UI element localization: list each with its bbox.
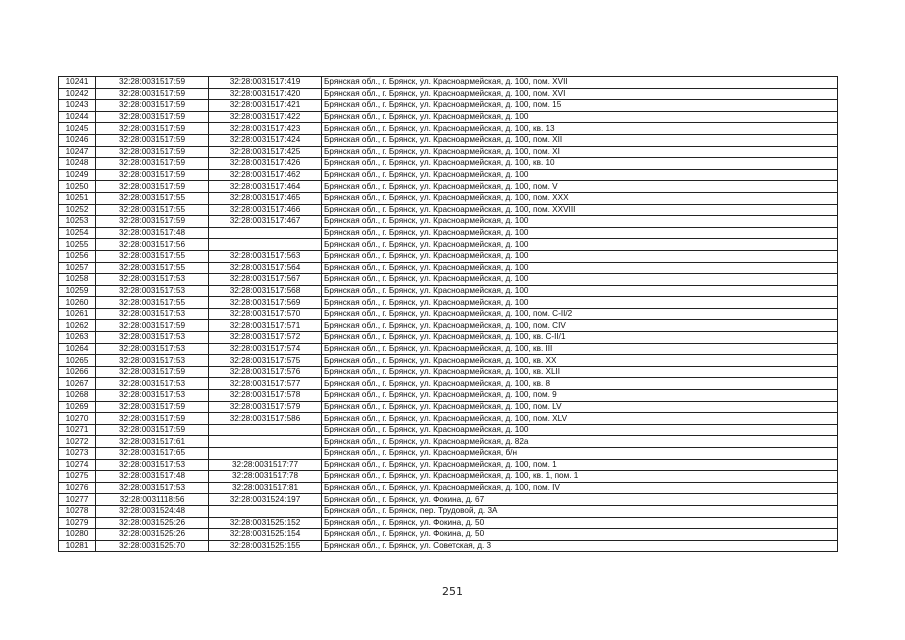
address-cell: Брянская обл., г. Брянск, пер. Трудовой, д. 3А xyxy=(322,505,838,517)
row-number-cell: 10257 xyxy=(59,262,96,274)
parcel-number-cell: 32:28:0031517:59 xyxy=(96,123,209,135)
table-row xyxy=(59,111,838,123)
row-number-cell: 10247 xyxy=(59,146,96,158)
object-number-cell xyxy=(209,239,322,251)
parcel-number-cell: 32:28:0031517:55 xyxy=(96,297,209,309)
address-cell: Брянская обл., г. Брянск, ул. Красноармейская, д. 100, кв. XX xyxy=(322,355,838,367)
table-row xyxy=(59,123,838,135)
object-number-cell: 32:28:0031517:81 xyxy=(209,482,322,494)
object-number-cell: 32:28:0031517:77 xyxy=(209,459,322,471)
row-number-cell: 10245 xyxy=(59,123,96,135)
object-number-cell: 32:28:0031517:464 xyxy=(209,181,322,193)
address-cell: Брянская обл., г. Брянск, ул. Красноармейская, д. 100, кв. 13 xyxy=(322,123,838,135)
row-number-cell: 10272 xyxy=(59,436,96,448)
table-row xyxy=(59,250,838,262)
address-cell: Брянская обл., г. Брянск, ул. Красноармейская, д. 100, кв. 10 xyxy=(322,158,838,170)
table-row xyxy=(59,158,838,170)
parcel-number-cell: 32:28:0031517:59 xyxy=(96,158,209,170)
object-number-cell: 32:28:0031517:568 xyxy=(209,285,322,297)
parcel-number-cell: 32:28:0031517:59 xyxy=(96,366,209,378)
table-row xyxy=(59,436,838,448)
parcel-number-cell: 32:28:0031525:26 xyxy=(96,517,209,529)
table-row xyxy=(59,424,838,436)
address-cell: Брянская обл., г. Брянск, ул. Красноармейская, д. 100, пом. XII xyxy=(322,134,838,146)
parcel-number-cell: 32:28:0031517:53 xyxy=(96,482,209,494)
row-number-cell: 10262 xyxy=(59,320,96,332)
object-number-cell xyxy=(209,227,322,239)
row-number-cell: 10274 xyxy=(59,459,96,471)
object-number-cell: 32:28:0031517:567 xyxy=(209,274,322,286)
parcel-number-cell: 32:28:0031517:53 xyxy=(96,459,209,471)
object-number-cell: 32:28:0031517:419 xyxy=(209,77,322,89)
address-cell: Брянская обл., г. Брянск, ул. Красноармейская, д. 100, пом. 1 xyxy=(322,459,838,471)
parcel-number-cell: 32:28:0031517:59 xyxy=(96,424,209,436)
table-row xyxy=(59,517,838,529)
table-row xyxy=(59,285,838,297)
object-number-cell: 32:28:0031525:154 xyxy=(209,529,322,541)
row-number-cell: 10255 xyxy=(59,239,96,251)
table-row xyxy=(59,459,838,471)
table-row xyxy=(59,413,838,425)
parcel-number-cell: 32:28:0031517:53 xyxy=(96,274,209,286)
address-cell: Брянская обл., г. Брянск, ул. Красноармейская, д. 100, пом. IV xyxy=(322,482,838,494)
row-number-cell: 10280 xyxy=(59,529,96,541)
object-number-cell: 32:28:0031517:421 xyxy=(209,100,322,112)
object-number-cell: 32:28:0031517:78 xyxy=(209,471,322,483)
row-number-cell: 10273 xyxy=(59,448,96,460)
address-cell: Брянская обл., г. Брянск, ул. Фокина, д. 50 xyxy=(322,517,838,529)
row-number-cell: 10279 xyxy=(59,517,96,529)
table-row xyxy=(59,169,838,181)
address-cell: Брянская обл., г. Брянск, ул. Фокина, д. 67 xyxy=(322,494,838,506)
address-cell: Брянская обл., г. Брянск, ул. Красноармейская, д. 100, пом. 15 xyxy=(322,100,838,112)
row-number-cell: 10270 xyxy=(59,413,96,425)
row-number-cell: 10243 xyxy=(59,100,96,112)
address-cell: Брянская обл., г. Брянск, ул. Красноармейская, д. 100, пом. XI xyxy=(322,146,838,158)
address-cell: Брянская обл., г. Брянск, ул. Красноармейская, б/н xyxy=(322,448,838,460)
address-cell: Брянская обл., г. Брянск, ул. Красноармейская, д. 100, кв. III xyxy=(322,343,838,355)
object-number-cell: 32:28:0031517:575 xyxy=(209,355,322,367)
object-number-cell: 32:28:0031517:423 xyxy=(209,123,322,135)
table-row xyxy=(59,378,838,390)
address-cell: Брянская обл., г. Брянск, ул. Красноармейская, д. 100, пом. V xyxy=(322,181,838,193)
address-cell: Брянская обл., г. Брянск, ул. Красноармейская, д. 100, пом. XVI xyxy=(322,88,838,100)
parcel-number-cell: 32:28:0031517:59 xyxy=(96,181,209,193)
object-number-cell: 32:28:0031517:425 xyxy=(209,146,322,158)
table-row xyxy=(59,390,838,402)
table-row xyxy=(59,505,838,517)
row-number-cell: 10260 xyxy=(59,297,96,309)
address-cell: Брянская обл., г. Брянск, ул. Красноармейская, д. 100 xyxy=(322,297,838,309)
row-number-cell: 10261 xyxy=(59,308,96,320)
table-row xyxy=(59,227,838,239)
parcel-number-cell: 32:28:0031517:59 xyxy=(96,134,209,146)
parcel-number-cell: 32:28:0031517:65 xyxy=(96,448,209,460)
row-number-cell: 10266 xyxy=(59,366,96,378)
address-cell: Брянская обл., г. Брянск, ул. Красноармейская, д. 100 xyxy=(322,239,838,251)
address-cell: Брянская обл., г. Брянск, ул. Красноармейская, д. 100 xyxy=(322,424,838,436)
parcel-number-cell: 32:28:0031517:59 xyxy=(96,216,209,228)
parcel-number-cell: 32:28:0031517:53 xyxy=(96,332,209,344)
parcel-number-cell: 32:28:0031118:56 xyxy=(96,494,209,506)
table-row xyxy=(59,134,838,146)
row-number-cell: 10278 xyxy=(59,505,96,517)
table-row xyxy=(59,274,838,286)
address-cell: Брянская обл., г. Брянск, ул. Красноармейская, д. 100, кв. 8 xyxy=(322,378,838,390)
address-cell: Брянская обл., г. Брянск, ул. Красноармейская, д. 100 xyxy=(322,227,838,239)
address-cell: Брянская обл., г. Брянск, ул. Красноармейская, д. 100 xyxy=(322,262,838,274)
table-row xyxy=(59,146,838,158)
table-row xyxy=(59,192,838,204)
address-cell: Брянская обл., г. Брянск, ул. Красноармейская, д. 100, кв. С-II/1 xyxy=(322,332,838,344)
table-row xyxy=(59,262,838,274)
object-number-cell xyxy=(209,448,322,460)
table-row xyxy=(59,320,838,332)
row-number-cell: 10269 xyxy=(59,401,96,413)
parcel-number-cell: 32:28:0031517:59 xyxy=(96,77,209,89)
table-row xyxy=(59,540,838,552)
object-number-cell: 32:28:0031517:572 xyxy=(209,332,322,344)
object-number-cell: 32:28:0031517:466 xyxy=(209,204,322,216)
row-number-cell: 10268 xyxy=(59,390,96,402)
parcel-number-cell: 32:28:0031517:61 xyxy=(96,436,209,448)
address-cell: Брянская обл., г. Брянск, ул. Красноармейская, д. 100, кв. 1, пом. 1 xyxy=(322,471,838,483)
row-number-cell: 10277 xyxy=(59,494,96,506)
row-number-cell: 10241 xyxy=(59,77,96,89)
address-cell: Брянская обл., г. Брянск, ул. Красноармейская, д. 100 xyxy=(322,250,838,262)
cadastral-table xyxy=(58,76,838,552)
address-cell: Брянская обл., г. Брянск, ул. Советская, д. 3 xyxy=(322,540,838,552)
table-row xyxy=(59,88,838,100)
parcel-number-cell: 32:28:0031517:48 xyxy=(96,471,209,483)
table-body xyxy=(59,77,838,552)
row-number-cell: 10265 xyxy=(59,355,96,367)
row-number-cell: 10259 xyxy=(59,285,96,297)
parcel-number-cell: 32:28:0031525:70 xyxy=(96,540,209,552)
table-row xyxy=(59,355,838,367)
address-cell: Брянская обл., г. Брянск, ул. Красноармейская, д. 100, пом. С-II/2 xyxy=(322,308,838,320)
address-cell: Брянская обл., г. Брянск, ул. Красноармейская, д. 100, пом. CIV xyxy=(322,320,838,332)
object-number-cell: 32:28:0031517:571 xyxy=(209,320,322,332)
object-number-cell: 32:28:0031517:426 xyxy=(209,158,322,170)
parcel-number-cell: 32:28:0031517:59 xyxy=(96,146,209,158)
object-number-cell: 32:28:0031517:467 xyxy=(209,216,322,228)
address-cell: Брянская обл., г. Брянск, ул. Красноармейская, д. 100 xyxy=(322,169,838,181)
object-number-cell xyxy=(209,436,322,448)
row-number-cell: 10250 xyxy=(59,181,96,193)
table-row xyxy=(59,401,838,413)
table-row xyxy=(59,366,838,378)
object-number-cell: 32:28:0031517:574 xyxy=(209,343,322,355)
row-number-cell: 10249 xyxy=(59,169,96,181)
object-number-cell: 32:28:0031517:462 xyxy=(209,169,322,181)
parcel-number-cell: 32:28:0031517:53 xyxy=(96,308,209,320)
table-row xyxy=(59,181,838,193)
object-number-cell: 32:28:0031517:576 xyxy=(209,366,322,378)
address-cell: Брянская обл., г. Брянск, ул. Красноармейская, д. 82а xyxy=(322,436,838,448)
parcel-number-cell: 32:28:0031525:26 xyxy=(96,529,209,541)
parcel-number-cell: 32:28:0031517:59 xyxy=(96,100,209,112)
row-number-cell: 10281 xyxy=(59,540,96,552)
row-number-cell: 10248 xyxy=(59,158,96,170)
page-number: 251 xyxy=(442,585,463,598)
address-cell: Брянская обл., г. Брянск, ул. Красноармейская, д. 100 xyxy=(322,111,838,123)
parcel-number-cell: 32:28:0031517:53 xyxy=(96,355,209,367)
object-number-cell: 32:28:0031525:152 xyxy=(209,517,322,529)
parcel-number-cell: 32:28:0031517:59 xyxy=(96,413,209,425)
table-row xyxy=(59,308,838,320)
address-cell: Брянская обл., г. Брянск, ул. Красноармейская, д. 100 xyxy=(322,285,838,297)
parcel-number-cell: 32:28:0031517:59 xyxy=(96,169,209,181)
table-row xyxy=(59,204,838,216)
address-cell: Брянская обл., г. Брянск, ул. Красноармейская, д. 100, кв. XLII xyxy=(322,366,838,378)
row-number-cell: 10267 xyxy=(59,378,96,390)
parcel-number-cell: 32:28:0031517:53 xyxy=(96,343,209,355)
object-number-cell: 32:28:0031517:577 xyxy=(209,378,322,390)
parcel-number-cell: 32:28:0031517:53 xyxy=(96,378,209,390)
address-cell: Брянская обл., г. Брянск, ул. Красноармейская, д. 100, пом. XXVIII xyxy=(322,204,838,216)
address-cell: Брянская обл., г. Брянск, ул. Красноармейская, д. 100, пом. XLV xyxy=(322,413,838,425)
table-row xyxy=(59,77,838,89)
object-number-cell: 32:28:0031517:420 xyxy=(209,88,322,100)
parcel-number-cell: 32:28:0031517:59 xyxy=(96,401,209,413)
parcel-number-cell: 32:28:0031517:55 xyxy=(96,192,209,204)
row-number-cell: 10242 xyxy=(59,88,96,100)
row-number-cell: 10244 xyxy=(59,111,96,123)
address-cell: Брянская обл., г. Брянск, ул. Красноармейская, д. 100 xyxy=(322,274,838,286)
address-cell: Брянская обл., г. Брянск, ул. Фокина, д. 50 xyxy=(322,529,838,541)
address-cell: Брянская обл., г. Брянск, ул. Красноармейская, д. 100, пом. LV xyxy=(322,401,838,413)
object-number-cell: 32:28:0031517:424 xyxy=(209,134,322,146)
row-number-cell: 10256 xyxy=(59,250,96,262)
parcel-number-cell: 32:28:0031517:48 xyxy=(96,227,209,239)
table-row xyxy=(59,297,838,309)
object-number-cell: 32:28:0031517:569 xyxy=(209,297,322,309)
table-row xyxy=(59,482,838,494)
address-cell: Брянская обл., г. Брянск, ул. Красноармейская, д. 100, пом. XVII xyxy=(322,77,838,89)
address-cell: Брянская обл., г. Брянск, ул. Красноармейская, д. 100, пом. XXX xyxy=(322,192,838,204)
table-row xyxy=(59,494,838,506)
table-row xyxy=(59,448,838,460)
object-number-cell: 32:28:0031517:570 xyxy=(209,308,322,320)
object-number-cell: 32:28:0031517:563 xyxy=(209,250,322,262)
object-number-cell: 32:28:0031517:422 xyxy=(209,111,322,123)
row-number-cell: 10264 xyxy=(59,343,96,355)
row-number-cell: 10263 xyxy=(59,332,96,344)
table-row xyxy=(59,343,838,355)
object-number-cell: 32:28:0031524:197 xyxy=(209,494,322,506)
object-number-cell: 32:28:0031517:579 xyxy=(209,401,322,413)
parcel-number-cell: 32:28:0031517:53 xyxy=(96,285,209,297)
parcel-number-cell: 32:28:0031517:59 xyxy=(96,88,209,100)
row-number-cell: 10251 xyxy=(59,192,96,204)
table-row xyxy=(59,100,838,112)
table-row xyxy=(59,239,838,251)
parcel-number-cell: 32:28:0031517:53 xyxy=(96,390,209,402)
row-number-cell: 10276 xyxy=(59,482,96,494)
parcel-number-cell: 32:28:0031517:59 xyxy=(96,111,209,123)
address-cell: Брянская обл., г. Брянск, ул. Красноармейская, д. 100, пом. 9 xyxy=(322,390,838,402)
object-number-cell: 32:28:0031517:465 xyxy=(209,192,322,204)
object-number-cell: 32:28:0031517:578 xyxy=(209,390,322,402)
row-number-cell: 10254 xyxy=(59,227,96,239)
row-number-cell: 10258 xyxy=(59,274,96,286)
row-number-cell: 10252 xyxy=(59,204,96,216)
parcel-number-cell: 32:28:0031517:55 xyxy=(96,262,209,274)
object-number-cell: 32:28:0031517:564 xyxy=(209,262,322,274)
row-number-cell: 10275 xyxy=(59,471,96,483)
row-number-cell: 10246 xyxy=(59,134,96,146)
object-number-cell: 32:28:0031525:155 xyxy=(209,540,322,552)
row-number-cell: 10253 xyxy=(59,216,96,228)
row-number-cell: 10271 xyxy=(59,424,96,436)
address-cell: Брянская обл., г. Брянск, ул. Красноармейская, д. 100 xyxy=(322,216,838,228)
parcel-number-cell: 32:28:0031517:55 xyxy=(96,204,209,216)
object-number-cell xyxy=(209,505,322,517)
parcel-number-cell: 32:28:0031517:55 xyxy=(96,250,209,262)
parcel-number-cell: 32:28:0031517:56 xyxy=(96,239,209,251)
table-row xyxy=(59,332,838,344)
table-row xyxy=(59,529,838,541)
parcel-number-cell: 32:28:0031517:59 xyxy=(96,320,209,332)
object-number-cell: 32:28:0031517:586 xyxy=(209,413,322,425)
table-row xyxy=(59,216,838,228)
table-row xyxy=(59,471,838,483)
object-number-cell xyxy=(209,424,322,436)
parcel-number-cell: 32:28:0031524:48 xyxy=(96,505,209,517)
